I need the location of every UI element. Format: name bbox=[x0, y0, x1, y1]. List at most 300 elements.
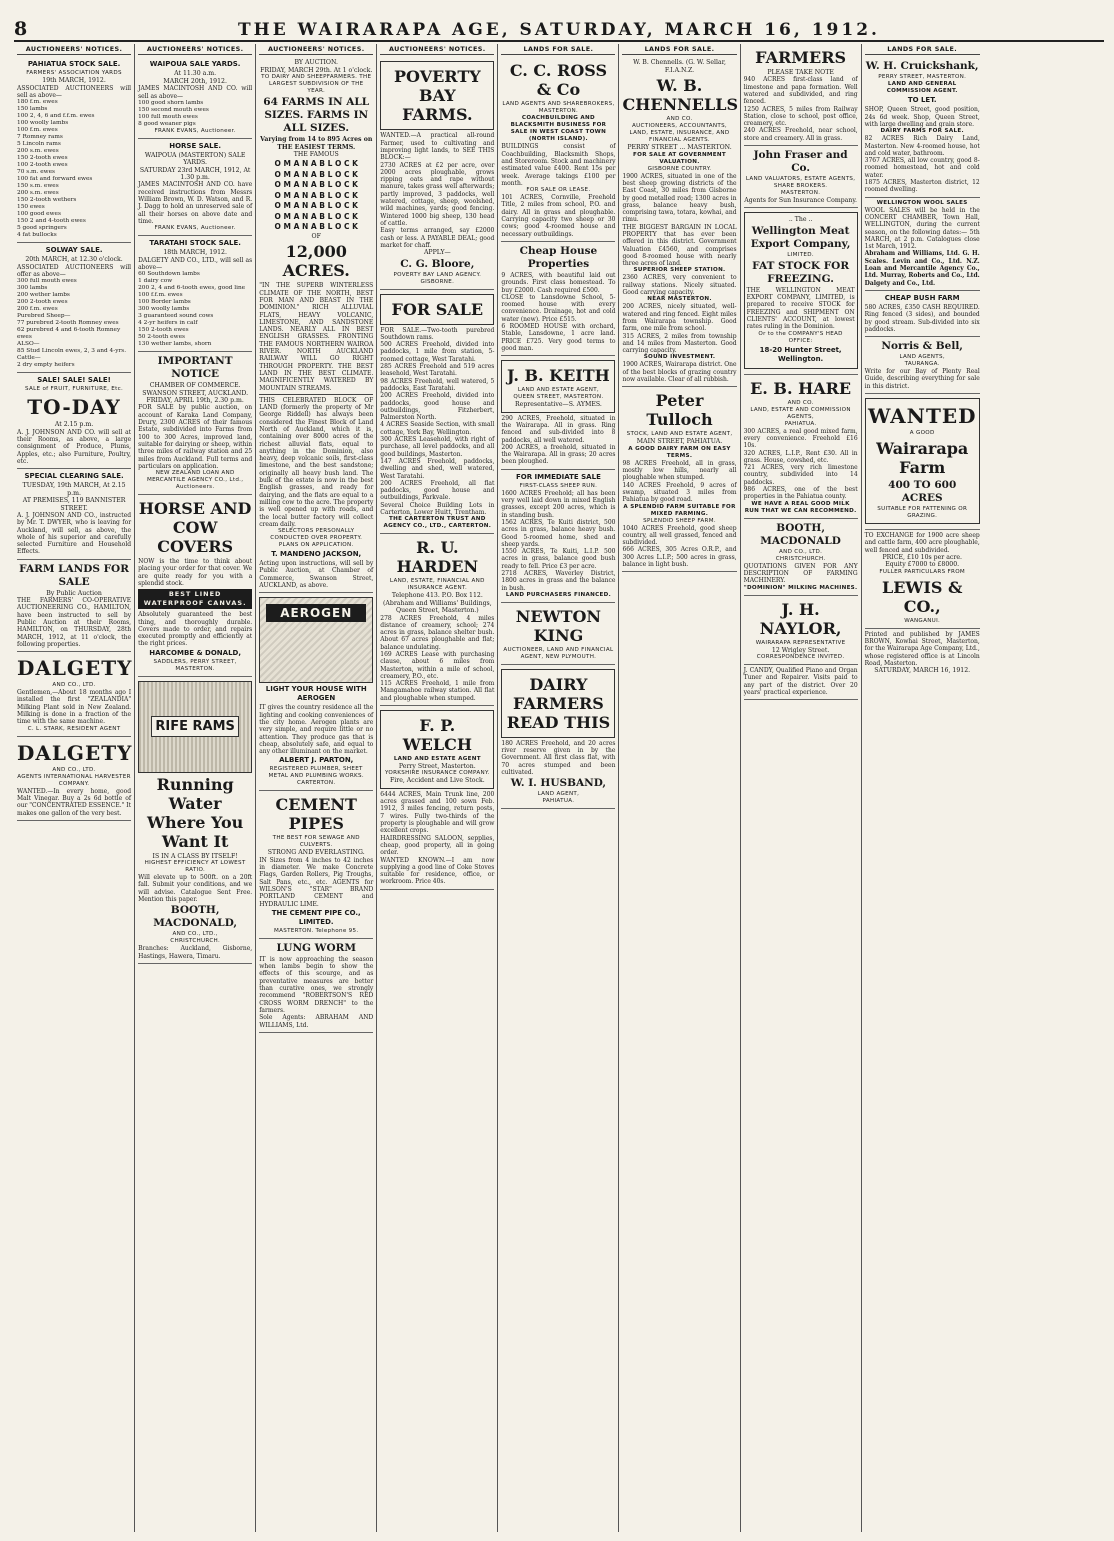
ad-wool-sales bbox=[865, 198, 980, 291]
column-2 bbox=[135, 44, 256, 1532]
ad-poverty-bay-farms bbox=[380, 57, 494, 289]
ad-headline: WANTED bbox=[867, 404, 977, 429]
ad-body: NOW is the time to think about placing your order for that cover. We are quite ready for you with a splendid stock. bbox=[138, 558, 253, 587]
ad-famous: THE FAMOUS bbox=[293, 151, 339, 159]
ad-date: 20th MARCH, at 12.30 o'clock. bbox=[25, 256, 123, 264]
ad-headline: TO-DAY bbox=[27, 395, 121, 420]
ad-headline: W. H. Cruickshank, bbox=[865, 60, 979, 73]
ad-body: THE WELLINGTON MEAT EXPORT COMPANY, LIMITED, is prepared to receive STOCK for FREEZING and SHIPMENT ON CLIENTS' ACCOUNT, at lowest rates ruling in the Dominion. bbox=[746, 286, 855, 331]
ad-john-fraser bbox=[744, 146, 858, 208]
ad-subtitle-3: SPLENDID SHEEP FARM. bbox=[643, 517, 716, 524]
listing-item: 6 ROOMED HOUSE with orchard, Stable, Lansdowne, 1 acre land. PRICE £725. Very good terms to good man. bbox=[501, 323, 616, 352]
ad-subtitle: FIRST-CLASS SHEEP RUN. bbox=[519, 482, 598, 489]
ad-chennells bbox=[622, 57, 739, 387]
listing-item: 200 ACRES, a freehold, situated in the Wairarapa. All in grass; 20 acres been ploughed. bbox=[501, 443, 616, 466]
listing-item: 101 ACRES, Cornville, Freehold Title, 2 miles from school, P.O. and dairy. All in grass and ploughable. Carrying capacity two sheep or 30 cows; good 4-roomed house and necessary outbuildings. bbox=[501, 194, 616, 238]
list-item: 200 wether lambs bbox=[17, 292, 70, 299]
ad-firm: BOOTH, MACDONALD, bbox=[153, 904, 238, 930]
ad-farm: Wairarapa Farm bbox=[876, 439, 969, 478]
listing-item: 1900 ACRES, situated in one of the best sheep growing districts of the East Coast, 30 miles from Gisborne by good metalled road; 1300 acres in grass, balance heavy bush, comprising tawa, totara, kowhai, and rimu. bbox=[622, 172, 737, 224]
list-item: 77 purebred 2-tooth Romney ewes bbox=[17, 320, 119, 327]
list-item: 150 2 and 4-tooth ewes bbox=[17, 218, 86, 225]
ad-address: 12 Wrigley Street. bbox=[771, 646, 830, 654]
ad-body: QUOTATIONS GIVEN FOR ANY DESCRIPTION OF FARMING MACHINERY. bbox=[743, 562, 858, 585]
ad-title: IMPORTANT NOTICE bbox=[157, 355, 233, 381]
ad-address: QUEEN STREET, MASTERTON. bbox=[513, 394, 604, 401]
ad-subtitle-5: SOUND INVESTMENT. bbox=[643, 354, 716, 361]
imprint-text: Printed and published by JAMES BROWN, Kowhai Street, Masterton, for the Wairarapa Age Company, Ltd., whose registered office is at Lincoln Road, Masterton. bbox=[864, 630, 980, 667]
ad-co: AND CO., LTD. bbox=[778, 548, 823, 555]
list-item: 150 2-tooth wethers bbox=[17, 197, 77, 204]
listing-item: 1550 ACRES, Te Kuiti, L.I.P. 500 acres in grass, balance good bush ready to fell. Price £3 per acre. bbox=[501, 548, 616, 570]
stock-list bbox=[17, 278, 131, 369]
ad-headline: E. B. HARE bbox=[750, 378, 852, 398]
ad-line: Agents for Sun Insurance Company. bbox=[744, 197, 857, 205]
ad-address-2: YORKSHIRE INSURANCE COMPANY. bbox=[384, 770, 490, 777]
list-item: 100 fat and forward ewes bbox=[17, 176, 93, 183]
ad-headline: FOR SALE bbox=[391, 299, 484, 319]
list-item: 100 2-tooth ewes bbox=[17, 162, 68, 169]
ad-subtitle: LAND, ESTATE AND COMMISSION AGENTS, bbox=[750, 406, 851, 420]
ad-title: HORSE SALE. bbox=[169, 141, 222, 150]
list-item: 85 Stud Lincoln ewes, 2, 3 and 4-yrs. bbox=[17, 348, 127, 355]
ad-line: "DOMINION" MILKING MACHINES. bbox=[743, 584, 858, 591]
ad-title: SPECIAL CLEARING SALE. bbox=[24, 472, 124, 481]
listing-item: 2360 ACRES, very convenient to railway stations. Nicely situated. Good carrying capacity. bbox=[622, 274, 737, 297]
ad-time: At 11.30 a.m. bbox=[174, 70, 217, 78]
ad-waipoua-sale-yards bbox=[138, 57, 252, 138]
list-item: 100 Border lambs bbox=[138, 299, 191, 306]
list-item: 60 Southdown lambs bbox=[138, 271, 200, 278]
ad-subtitle: FARMERS' ASSOCIATION YARDS bbox=[26, 70, 122, 77]
list-item: 5 Lincoln rams bbox=[17, 141, 61, 148]
ad-top: W. B. Chennells. (G. W. Sellar, F.I.A.N.Z. bbox=[633, 59, 726, 74]
ad-signature: Sole Agents: ABRAHAM AND WILLIAMS, Ltd. bbox=[259, 1014, 374, 1029]
list-item: 3 guaranteed sound cows bbox=[138, 313, 214, 320]
headline-frame bbox=[501, 669, 615, 738]
listing-item: 290 ACRES, Freehold, situated in the Wairarapa. All in grass. Ring fenced and sub-divided into 8 paddocks, all well watered. bbox=[501, 414, 616, 444]
ad-co: AND CO. bbox=[666, 116, 693, 123]
list-item: 70 s.m. ewes bbox=[17, 169, 56, 176]
ad-firm: C. G. Bloore, bbox=[400, 257, 475, 270]
list-item: 150 s.m. ewes bbox=[17, 183, 59, 190]
ad-body: J. CANDY, Qualified Piano and Organ Tuner and Repairer. Visits paid to any part of the district. Over 20 years' practical experience. bbox=[743, 666, 858, 696]
ad-subtitle: AND CO., LTD. bbox=[52, 766, 96, 773]
headline-frame bbox=[380, 294, 494, 325]
ad-body: WANTED.—In every home, good Malt Vinegar. Buy a 2s 6d bottle of our "CONCENTRATED ESSENCE." It makes one gallon of the very best. bbox=[17, 787, 132, 817]
listing-item: 1875 ACRES, Masterton district, 12 roomed dwelling. bbox=[864, 179, 980, 194]
ad-firm-2: LAND AGENT, bbox=[537, 791, 580, 798]
ad-firm: W. I. HUSBAND, bbox=[510, 777, 607, 790]
omana-block-line: O M A N A B L O C K bbox=[274, 222, 358, 232]
ad-subtitle: LAND AGENTS, bbox=[899, 354, 945, 361]
listing-item: 300 ACRES Leasehold, with right of purchase, all level paddocks, and all good buildings, Masterton. bbox=[380, 436, 495, 458]
ad-title: PAHIATUA STOCK SALE. bbox=[27, 60, 121, 69]
ad-dairy-heading: DAIRY FARMS FOR SALE. bbox=[880, 128, 964, 135]
listing-item: THE BIGGEST BARGAIN IN LOCAL PROPERTY that has ever been offered in this district. Government Valuation £4560, and comprises good 8-roomed house with nearly three acres of land. bbox=[622, 223, 737, 268]
ad-firm: LEWIS & CO., bbox=[881, 577, 963, 616]
omana-block-line: O M A N A B L O C K bbox=[274, 180, 358, 190]
column-heading: AUCTIONEERS' NOTICES. bbox=[259, 44, 373, 55]
listing-item: 4 ACRES Seaside Section, with small cottage, York Bay, Wellington. bbox=[380, 421, 495, 436]
ad-line: SUITABLE FOR FATTENING OR GRAZING. bbox=[877, 506, 968, 520]
ad-signature: C. L. STARK, RESIDENT AGENT bbox=[27, 725, 121, 732]
list-item: 100 good shorn lambs bbox=[138, 99, 204, 106]
ad-line: COACHBUILDING AND BLACKSMITH BUSINESS FOR SALE IN WEST COAST TOWN (NORTH ISLAND). bbox=[510, 115, 607, 143]
list-item: 180 f.m. ewes bbox=[17, 99, 58, 106]
omana-block-line: O M A N A B L O C K bbox=[274, 169, 358, 179]
ad-subtitle: HIGHEST EFFICIENCY AT LOWEST RATIO. bbox=[144, 860, 246, 874]
ad-date: SATURDAY 23rd MARCH, 1912, At 1.30 p.m. bbox=[139, 166, 251, 182]
ad-signature: NEW ZEALAND LOAN AND MERCANTILE AGENCY CO., Ltd., Auctioneers. bbox=[146, 470, 244, 491]
column-6 bbox=[619, 44, 740, 1532]
illustration-label: RIFE RAMS bbox=[151, 716, 239, 737]
list-item: 150 ewes bbox=[17, 204, 45, 211]
ad-body: WOOL SALES will be held in the CONCERT CHAMBER, Town Hall, WELLINGTON, during the current season, on the following dates:— 5th MARCH, at 2 p.m. Catalogues close 1st March, 1912. bbox=[864, 206, 980, 251]
ad-headline: CEMENT PIPES bbox=[275, 795, 357, 834]
ad-address: Perry Street, Masterton. bbox=[398, 763, 476, 771]
ad-branches: Branches: Auckland, Gisborne, Hastings, Hawera, Timaru. bbox=[138, 945, 253, 960]
ad-agent: T. MANDENO JACKSON, bbox=[271, 550, 362, 559]
listing-item: 940 ACRES first-class land of limestone and papa formation. Well watered and subdivided, and ring fenced. bbox=[743, 76, 858, 106]
ad-hare bbox=[744, 375, 858, 519]
list-item: 1 dairy cow bbox=[138, 278, 173, 285]
ad-time: At 2.15 p.m. bbox=[54, 421, 94, 429]
ad-aerogen bbox=[259, 593, 373, 791]
listing-item: 721 ACRES, very rich limestone country, subdivided into 14 paddocks. bbox=[743, 464, 858, 486]
list-item: 200 2-tooth ewes bbox=[17, 299, 68, 306]
ad-body: Gentlemen,—About 18 months ago I installed the first "ZEALANDIA" Milking Plant sold in New Zealand. Milking is done in a fraction of the time with the same machine. bbox=[17, 689, 132, 726]
ad-ross bbox=[501, 57, 615, 242]
stock-list bbox=[138, 271, 252, 348]
ad-date: TUESDAY, 19th MARCH, At 2.15 p.m. bbox=[22, 482, 126, 497]
ad-firms: Abraham and Williams, Ltd. G. H. Scales. Levin and Co., Ltd. N.Z. Loan and Mercantile Agency Co., Ltd. Murray, Roberts and Co., Ltd. Dalgety and Co., Ltd. bbox=[864, 250, 980, 287]
ad-subtitle: WAIPOUA (MASTERTON) SALE YARDS. bbox=[144, 151, 246, 167]
ad-rife-rams bbox=[138, 677, 252, 964]
listing-item: 6444 ACRES, Main Trunk line, 200 acres grassed and 100 sown Feb. 1912, 3 miles fencing, return posts, 7 wires. Fully two-thirds of the property is ploughable and will grow excellent crops. bbox=[380, 790, 495, 835]
ad-subtitle: AUCTIONEER, LAND AND FINANCIAL AGENT, NEW PLYMOUTH. bbox=[503, 646, 614, 660]
list-item: Purebred Sheep— bbox=[17, 313, 71, 320]
imprint bbox=[865, 629, 980, 678]
ad-line: IS IN A CLASS BY ITSELF! bbox=[152, 852, 238, 860]
column-4 bbox=[377, 44, 498, 1532]
ad-office-address: 18-20 Hunter Street, Wellington. bbox=[759, 345, 842, 363]
list-item: 2 dry empty heifers bbox=[17, 362, 75, 369]
ad-agent-body: Acting upon instructions, will sell by Public Auction, at Chamber of Commerce, Swanson Street, AUCKLAND, as above. bbox=[259, 560, 374, 590]
listing-item: 580 ACRES, £350 CASH REQUIRED. Ring fenced (3 sides), and bounded by good stream. Sub-divided into six paddocks. bbox=[864, 303, 980, 333]
ad-fuller: FULLER PARTICULARS FROM bbox=[879, 568, 966, 575]
ad-of: OF bbox=[311, 232, 321, 240]
listing-item: 666 ACRES, 305 Acres O.R.P., and 300 Acres L.I.P.; 500 acres in grass, balance in light bush. bbox=[622, 546, 737, 569]
column-heading: AUCTIONEERS' NOTICES. bbox=[138, 44, 252, 55]
ad-date: 19th MARCH, 1912. bbox=[42, 77, 106, 85]
ad-dalgety-harvester bbox=[17, 737, 131, 821]
ad-plans-2: PLANS ON APPLICATION. bbox=[278, 542, 354, 549]
aerogen-banner: AEROGEN bbox=[266, 604, 366, 622]
ad-subtitle: CHAMBER OF COMMERCE. bbox=[149, 382, 241, 390]
listing-item: 986 ACRES, one of the best properties in the Pahiatua county. bbox=[743, 486, 858, 501]
ad-dairy-farmers bbox=[501, 665, 615, 809]
ad-title: FARM LANDS FOR SALE bbox=[19, 562, 129, 588]
ad-subtitle: AND CO., LTD. bbox=[52, 682, 96, 689]
ad-headline: LIGHT YOUR HOUSE WITH AEROGEN bbox=[265, 685, 367, 703]
listing-item: 300 ACRES, a real good mixed farm, every convenience. Freehold £16 10s. bbox=[743, 427, 858, 450]
ad-norris-bell bbox=[865, 337, 980, 394]
ad-headline: 64 FARMS IN ALL SIZES. FARMS IN ALL SIZES. bbox=[263, 96, 370, 135]
listing-item: 320 ACRES, L.I.P., Rent £30. All in grass. House, cowshed, etc. bbox=[743, 449, 858, 464]
ad-intro: ASSOCIATED AUCTIONEERS will sell as above— bbox=[17, 84, 132, 100]
listing-item: 1040 ACRES Freehold, good sheep country, all well grassed, fenced and subdivided. bbox=[622, 524, 737, 547]
headline-frame bbox=[380, 61, 494, 130]
list-item: 150 lambs bbox=[17, 106, 48, 113]
newspaper-title: THE WAIRARAPA AGE, SATURDAY, MARCH 16, 1912. bbox=[238, 20, 880, 40]
ad-cheap-bush-farm bbox=[865, 291, 980, 337]
listing-item: 1250 ACRES, 5 miles from Railway Station, close to school, post office, creamery, etc. bbox=[743, 105, 858, 128]
ad-line: AGENTS INTERNATIONAL HARVESTER COMPANY. bbox=[17, 773, 131, 787]
headline-frame bbox=[501, 360, 615, 412]
ad-firm: THE CARTERTON TRUST AND AGENCY CO., LTD., CARTERTON. bbox=[383, 516, 492, 530]
list-item: 200 s.m. ewes bbox=[17, 190, 59, 197]
ad-subtitle-2: FOR SALE OR LEASE. bbox=[526, 187, 591, 194]
ad-headline: NEWTON KING bbox=[515, 606, 602, 645]
omana-block-line: O M A N A B L O C K bbox=[274, 201, 358, 211]
ad-headline: LUNG WORM bbox=[276, 941, 356, 954]
ad-co: AND CO. bbox=[787, 399, 814, 406]
ad-for-sale-carterton bbox=[380, 290, 494, 535]
stock-list bbox=[138, 100, 252, 128]
ad-place: SWANSON STREET, AUCKLAND. bbox=[142, 389, 249, 397]
column-5 bbox=[498, 44, 619, 1532]
ad-plans: SELECTORS PERSONALLY CONDUCTED OVER PROPERTY. bbox=[270, 528, 363, 542]
ad-firm-address: SADDLERS, PERRY STREET, MASTERTON. bbox=[153, 658, 237, 672]
ad-newton-king bbox=[501, 603, 615, 665]
ad-body: Will elevate up to 500ft. on a 20ft fall. Submit your conditions, and we will advise. Catalogue Sent Free. Mention this paper. bbox=[138, 874, 253, 904]
ad-cruickshank bbox=[865, 57, 980, 197]
ad-headline: DAIRY FARMERS READ THIS bbox=[506, 674, 611, 732]
ad-signature: FRANK EVANS, Auctioneer. bbox=[154, 127, 236, 134]
ad-title: SOLWAY SALE. bbox=[45, 246, 103, 255]
ad-to-let: TO LET. bbox=[907, 96, 937, 105]
ad-frame bbox=[744, 212, 858, 368]
ad-headline: Running Water Where You Want It bbox=[146, 774, 244, 851]
ad-dalgety-milking bbox=[17, 652, 131, 736]
ad-address: (Abraham and Williams' Buildings, Queen Street, Masterton.) bbox=[382, 599, 492, 615]
ad-footer: Several Choice Building Lots in Carterton, Lower Huitt, Trentham. bbox=[380, 501, 495, 516]
ad-body: TO EXCHANGE for 1900 acre sheep and cattle farm, 400 acre ploughable, well fenced and subdivided. bbox=[864, 532, 980, 554]
ad-title: FOR IMMEDIATE SALE bbox=[515, 472, 601, 481]
ad-headline: Wellington Meat Export Company, bbox=[750, 224, 851, 250]
list-item: 300 full mouth ewes bbox=[17, 278, 77, 285]
ad-date: MARCH 20th, 1912. bbox=[163, 77, 227, 85]
ad-place: TAURANGA. bbox=[904, 361, 940, 368]
listing-item: HAIRDRESSING SALOON, sepplies, cheap, good property, all in going order. bbox=[380, 834, 495, 857]
column-3 bbox=[256, 44, 377, 1532]
ad-date: FRIDAY, MARCH 29th. At 1 o'clock. bbox=[260, 66, 373, 74]
ad-line: WE HAVE A REAL GOOD MILK RUN THAT WE CAN RECOMMEND. bbox=[744, 500, 857, 514]
ad-place: AT PREMISES, 119 BANNISTER STREET. bbox=[22, 497, 126, 512]
ad-body: IN Sizes from 4 inches to 42 inches in diameter. We make Concrete Flags, Garden Rollers, Pig Troughs, Salt Pans, etc., etc. AGENTS for WILSON'S "STAR" BRAND PORTLAND CEMENT and HYDRAULIC LIME. bbox=[259, 856, 374, 908]
ad-firm-sub: LAND VALUATORS, ESTATE AGENTS, SHARE BROKERS. bbox=[745, 176, 856, 190]
omana-block-line: O M A N A B L O C K bbox=[274, 211, 358, 221]
listing-item: 9 ACRES, with beautiful laid out grounds. First class homestead. To buy £2000. Cash required £500. bbox=[501, 271, 616, 294]
ad-booth-macdonald bbox=[744, 519, 858, 596]
ad-naylor bbox=[744, 596, 858, 665]
ad-keith bbox=[501, 356, 615, 469]
list-item: 150 2-tooth ewes bbox=[138, 327, 189, 334]
list-item: 100 f.m. ewes bbox=[17, 127, 58, 134]
ad-sale-today bbox=[17, 373, 131, 469]
ad-firm: ALBERT J. PARTON, bbox=[279, 756, 354, 765]
ad-price: PRICE, £10 10s per acre. bbox=[882, 553, 962, 561]
listing-item: 98 ACRES Freehold, all in grass, mostly low hills, nearly all ploughable when stumped. bbox=[622, 459, 737, 482]
list-item: 100 f.f.m. ewes bbox=[138, 292, 183, 299]
ad-body: IT gives the country residence all the lighting and cooking conveniences of the city home. Aerogen plants are very simple, and require little or no attention. They produce gas that is cheap, absolutely safe, and equal to any other illuminant on the market. bbox=[259, 704, 374, 756]
listing-item: 180 ACRES Freehold, and 20 acres river reserve given in by the Government. All first class flat, with 70 acres stumped and been cultivated. bbox=[501, 739, 616, 777]
ad-firm: HARCOMBE & DONALD, bbox=[149, 648, 242, 657]
ad-main-listing: 2730 ACRES at £2 per acre, over 2000 acres ploughable, grows ripping oats and rape without manure, takes grass well afterwards; partly improved, 3 paddocks, well watered, cottage, sheep, woolshed, wild machines, yards; good fencing. Wintered 1000 big sheep, 130 head of cattle. bbox=[380, 161, 495, 227]
ad-subtitle: LAND AND GENERAL COMMISSION AGENT. bbox=[886, 81, 958, 95]
ad-headline: Peter Tulloch bbox=[646, 391, 713, 430]
ad-the: .. The .. bbox=[788, 216, 813, 224]
ad-features: "IN THE SUPERB WINTERLESS CLIMATE OF THE NORTH, BEST FOR MAN AND BEAST IN THE DOMINION." RICH ALLUVIAL FLATS, HEAVY VOLCANIC, LIMESTONE, AND SANDSTONE LANDS. NEARLY ALL IN BEST ENGLISH GRASSES. FRONTING THE FAMOUS NORTHERN WAIROA RIVER. NORTH AUCKLAND RAILWAY WILL GO RIGHT THROUGH PROPERTY. THE BEST LAND IN THE BEST CLIMATE. MAGNIFICENTLY WATERED BY MOUNTAIN STREAMS. bbox=[259, 282, 374, 392]
ad-headline: DALGETY bbox=[17, 740, 133, 765]
ad-place: MASTERTON. bbox=[538, 108, 579, 115]
ad-acres: 12,000 ACRES. bbox=[282, 242, 350, 281]
ad-banner: BEST LINED WATERPROOF CANVAS. bbox=[138, 589, 252, 609]
ad-subtitle: TO DAIRY AND SHEEPFARMERS. THE LARGEST SUBDIVISION OF THE YEAR. bbox=[261, 74, 372, 95]
listing-item: 147 ACRES Freehold, paddocks, dwelling and shed, well watered, West Taratahi. bbox=[380, 457, 495, 480]
ad-farm-lands-for-sale bbox=[17, 560, 131, 652]
listing-item: 1562 ACRES, Te Kuiti district, 500 acres in grass, balance heavy bush. Good 5-roomed home, shed and sheep yards. bbox=[501, 518, 616, 548]
ad-omana-block bbox=[259, 57, 373, 593]
ad-firm: THE CEMENT PIPE CO., LIMITED. bbox=[271, 908, 361, 926]
ad-subtitle-2: STRONG AND EVERLASTING. bbox=[267, 849, 365, 857]
ad-address: MAIN STREET, PAHIATUA. bbox=[636, 438, 723, 446]
column-heading: LANDS FOR SALE. bbox=[865, 44, 980, 55]
listing-item: 200 ACRES Freehold, divided into paddocks, good house and outbuildings, Fitzherbert, Palmerston North. bbox=[380, 392, 495, 422]
ad-footer: LAND PURCHASERS FINANCED. bbox=[505, 591, 611, 598]
listing-item: 140 ACRES Freehold, 9 acres of swamp, situated 3 miles from Pahiatua by good road. bbox=[622, 481, 737, 504]
ad-line: FOR SALE AT GOVERNMENT VALUATION. bbox=[633, 151, 727, 165]
listing-item: 315 ACRES, 2 miles from township and 14 miles from Masterton. Good carrying capacity. bbox=[622, 332, 737, 355]
column-heading: AUCTIONEERS' NOTICES. bbox=[380, 44, 494, 55]
ad-title: SALE! SALE! SALE! bbox=[37, 376, 111, 385]
listing-item: 200 ACRES Freehold, all flat paddocks, good house and outbuildings, Parkvale. bbox=[380, 479, 495, 502]
ad-headline: C. C. ROSS & Co bbox=[509, 61, 608, 100]
listing-item: 2718 ACRES, Waverley District, 1800 acres in grass and the balance in bush. bbox=[501, 569, 616, 592]
ad-to-let-body: SHOP, Queen Street, good position, 24s 6d week. Shop, Queen Street, with large dwelling and grain store. bbox=[864, 106, 980, 128]
ad-representative: Representative—S. AYMES. bbox=[515, 401, 602, 409]
ad-firm-2: MASTERTON. Telephone 95. bbox=[273, 927, 359, 934]
list-item: 300 woolly lambs bbox=[138, 306, 190, 313]
list-item: 300 lambs bbox=[17, 285, 48, 292]
listing-item: 98 ACRES Freehold, well watered, 5 paddocks, East Taratahi. bbox=[380, 377, 495, 392]
page-number: 8 bbox=[14, 18, 28, 40]
ad-subtitle-3: SUPERIOR SHEEP STATION. bbox=[633, 267, 726, 274]
ad-firm-3: PAHIATUA. bbox=[542, 798, 575, 805]
ad-frame bbox=[865, 398, 980, 524]
aerogen-illustration bbox=[259, 597, 373, 683]
list-item: 150 2-tooth ewes bbox=[17, 155, 68, 162]
ad-subtitle: LAND AGENTS AND SHAREBROKERS, bbox=[502, 101, 615, 108]
list-item: 200 s.m. ewes bbox=[17, 148, 59, 155]
listing-item: 240 ACRES Freehold, near school, store and creamery. All in grass. bbox=[743, 127, 858, 142]
ad-taratahi-stock-sale bbox=[138, 236, 252, 352]
list-item: 100 2, 4, 6 and f.f.m. ewes bbox=[17, 113, 95, 120]
ad-headline: R. U. HARDEN bbox=[396, 538, 479, 577]
ad-apply: APPLY— bbox=[423, 249, 451, 257]
listing-item: 278 ACRES Freehold, 4 miles distance of creamery, school; 274 acres in grass, balance shelter bush. About 67 acres ploughable and flat; balance undulating. bbox=[380, 614, 495, 651]
ad-top: BY AUCTION. bbox=[294, 59, 338, 67]
ad-special-clearing-sale bbox=[17, 469, 131, 559]
ad-cement-pipes bbox=[259, 791, 373, 938]
ad-horse-sale bbox=[138, 139, 252, 236]
ad-footer: WANTED KNOWN.—I am now supplying a good line of Coke Stoves suitable for residence, office, or workroom. Price 40s. bbox=[380, 856, 495, 886]
ad-subtitle: LAND AND ESTATE AGENT bbox=[393, 756, 481, 763]
ad-title: WELLINGTON WOOL SALES bbox=[876, 199, 968, 206]
ad-title: TARATAHI STOCK SALE. bbox=[149, 239, 241, 248]
ad-subtitle: STOCK, LAND AND ESTATE AGENT, bbox=[626, 431, 733, 438]
column-heading: LANDS FOR SALE. bbox=[622, 44, 736, 55]
ad-important-notice bbox=[138, 352, 252, 495]
listing-item: 1600 ACRES Freehold; all has been very well laid down in mixed English grasses, except 200 acres, which is in standing bush. bbox=[501, 489, 616, 519]
list-item: 4 fat bullocks bbox=[17, 232, 57, 239]
ad-subtitle-2: GISBORNE COUNTRY. bbox=[647, 165, 712, 172]
ad-intro: ASSOCIATED AUCTIONEERS will offer as above— bbox=[17, 263, 132, 279]
listing-item: 500 ACRES Freehold, divided into paddocks, 1 mile from station, 5-roomed cottage, West Taratahi. bbox=[380, 341, 495, 363]
ad-body-2: Absolutely guaranteed the best thing, and thoroughly durable. Covers made to order, and repairs executed promptly and efficiently at the right prices. bbox=[138, 611, 253, 648]
ad-candy bbox=[744, 665, 858, 700]
ad-pahiatua-stock-sale bbox=[17, 57, 131, 243]
listing-item: 82 ACRES Rich Dairy Land, Masterton. New 4-roomed house, hot and cold water, bathroom. bbox=[864, 135, 980, 157]
listing-item: 200 ACRES, nicely situated, well-watered and ring fenced. Eight miles from Wairarapa township. Good farm, one mile from school. bbox=[622, 303, 737, 333]
ad-subtitle: LAND, ESTATE, FINANCIAL AND INSURANCE AGENT. bbox=[389, 578, 485, 592]
ad-firm-2: POVERTY BAY LAND AGENCY. bbox=[393, 271, 482, 278]
column-7 bbox=[741, 44, 862, 1532]
ad-line: CORRESPONDENCE INVITED. bbox=[756, 653, 845, 660]
ad-subtitle: By Public Auction bbox=[46, 589, 102, 597]
ad-range: 400 TO 600 ACRES bbox=[888, 479, 957, 505]
list-item: 7 Romney rams bbox=[17, 134, 63, 141]
listing-item: 169 ACRES Lease with purchasing clause, about 6 miles from Masterton, within a mile of school, creamery, P.O., etc. bbox=[380, 650, 495, 680]
ad-body: DALGETY AND CO., LTD., will sell as above— bbox=[138, 256, 253, 271]
ad-office: Or to the COMPANY'S HEAD OFFICE: bbox=[758, 330, 843, 344]
ad-headline: POVERTY BAY FARMS. bbox=[394, 67, 481, 125]
ad-place: CHRISTCHURCH. bbox=[775, 555, 826, 562]
stock-list bbox=[17, 99, 131, 239]
ad-firm-2: AND CO., LTD., bbox=[172, 931, 218, 938]
ad-wellington-meat bbox=[744, 208, 858, 374]
ad-ltd: LIMITED. bbox=[787, 251, 814, 258]
ad-headline: Norris & Bell, bbox=[881, 340, 963, 353]
ad-firm: John Fraser and Co. bbox=[753, 149, 848, 175]
ad-headline: FARMERS bbox=[755, 48, 847, 67]
ad-headline: HORSE AND COW COVERS bbox=[138, 499, 252, 557]
headline-frame bbox=[380, 710, 494, 789]
ad-headline: DALGETY bbox=[17, 656, 133, 681]
ad-subtitle: LAND AND ESTATE AGENT, bbox=[517, 387, 600, 394]
ad-equity: Equity £7000 to £8000. bbox=[885, 561, 960, 569]
list-item: 200 f.m. ewes bbox=[17, 306, 58, 313]
ad-place: GISBORNE. bbox=[420, 278, 455, 285]
ad-place: PAHIATUA. bbox=[784, 420, 817, 427]
ad-signature: FRANK EVANS, Auctioneer. bbox=[154, 225, 236, 232]
ad-date: FRIDAY, APRIL 19th, 2.30 p.m. bbox=[146, 397, 244, 405]
listing-item: 285 ACRES Freehold and 519 acres leasehold, West Taratahi. bbox=[380, 363, 495, 378]
ad-headline: W. B. CHENNELLS bbox=[622, 76, 739, 115]
list-item: ALSO— bbox=[17, 341, 40, 348]
list-item: 5 good springers bbox=[17, 225, 67, 232]
